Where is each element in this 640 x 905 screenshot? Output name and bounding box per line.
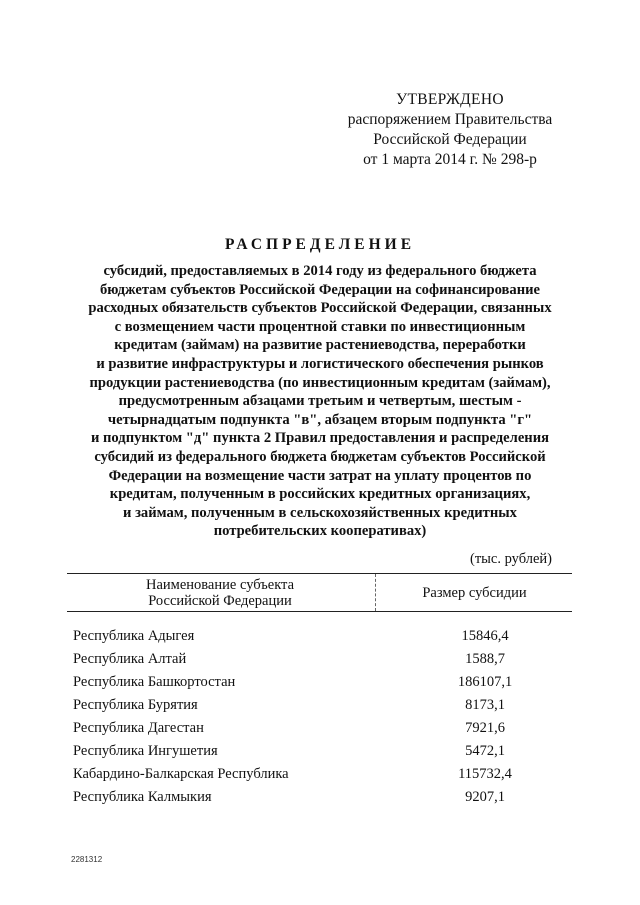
subtitle-line: и развитие инфраструктуры и логистического обеспечения рынков	[96, 355, 544, 372]
subtitle-line: кредитам (займам) на развитие растениеводства, переработки	[114, 337, 526, 354]
subtitle-line: Федерации на возмещение части затрат на уплату процентов по	[108, 467, 532, 484]
subtitle-line: расходных обязательств субъектов Российской Федерации, связанных	[88, 300, 552, 317]
subtitle-line: продукции растениеводства (по инвестиционным кредитам (займам),	[89, 374, 551, 391]
region-name: Республика Адыгея	[73, 628, 195, 644]
subtitle-line: предусмотренным абзацами третьим и четвертым, шестым -	[118, 393, 522, 410]
table-row	[73, 696, 553, 719]
table-row	[73, 673, 553, 696]
table-body	[73, 627, 553, 811]
region-name: Республика Башкортостан	[73, 674, 236, 690]
subtitle-line: и подпунктом "д" пункта 2 Правил предоставления и распределения	[90, 430, 550, 447]
table-row	[73, 650, 553, 673]
subtitle-line: бюджетам субъектов Российской Федерации на софинансирование	[99, 281, 541, 298]
subsidy-value: 9207,1	[465, 789, 505, 805]
subsidy-value: 1588,7	[465, 651, 505, 667]
subtitle-line: с возмещением части процентной ставки по инвестиционным	[114, 318, 526, 335]
column-header-subsidy: Размер субсидии	[422, 585, 527, 601]
region-name: Республика Дагестан	[73, 720, 204, 736]
approval-block	[320, 90, 580, 170]
subtitle-line: кредитам, полученным в российских кредитных организациях,	[109, 486, 531, 503]
region-name: Республика Калмыкия	[73, 789, 212, 805]
column-header-name	[67, 577, 373, 609]
region-name: Республика Ингушетия	[73, 743, 218, 759]
subtitle-line: и займам, полученным в сельскохозяйственных кредитных	[123, 504, 517, 521]
subsidy-value: 8173,1	[465, 697, 505, 713]
units-label: (тыс. рублей)	[470, 551, 552, 567]
subtitle-line: четырнадцатым подпункта "в", абзацем вторым подпункта "г"	[107, 411, 533, 428]
subtitle-line: потребительских кооперативах)	[213, 523, 427, 540]
column-header-name-line-1: Наименование субъекта	[145, 577, 295, 593]
approval-line-2: Российской Федерации	[373, 131, 527, 148]
subtitle-line: субсидий, предоставляемых в 2014 году из федерального бюджета	[103, 263, 537, 279]
column-header-name-line-2: Российской Федерации	[148, 593, 292, 609]
table-row	[73, 788, 553, 811]
document-code: 2281312	[71, 855, 103, 864]
approval-heading: УТВЕРЖДЕНО	[396, 91, 504, 108]
subsidy-value: 7921,6	[465, 720, 505, 736]
table-header	[67, 573, 572, 612]
subsidy-value: 5472,1	[465, 743, 505, 759]
approval-line-1: распоряжением Правительства	[347, 111, 553, 128]
region-name: Республика Бурятия	[73, 697, 198, 713]
table-row	[73, 627, 553, 650]
table-row	[73, 765, 553, 788]
region-name: Кабардино-Балкарская Республика	[73, 766, 289, 782]
subsidy-value: 15846,4	[461, 628, 509, 644]
table-row	[73, 742, 553, 765]
subsidy-value: 115732,4	[458, 766, 512, 782]
document-title: РАСПРЕДЕЛЕНИЕ	[224, 236, 416, 253]
region-name: Республика Алтай	[73, 651, 187, 667]
subsidy-value: 186107,1	[457, 674, 513, 690]
table-row	[73, 719, 553, 742]
document-subtitle	[60, 262, 580, 541]
approval-line-3: от 1 марта 2014 г. № 298-р	[363, 151, 537, 168]
subtitle-line: субсидий из федерального бюджета бюджетам субъектов Российской	[94, 448, 546, 465]
